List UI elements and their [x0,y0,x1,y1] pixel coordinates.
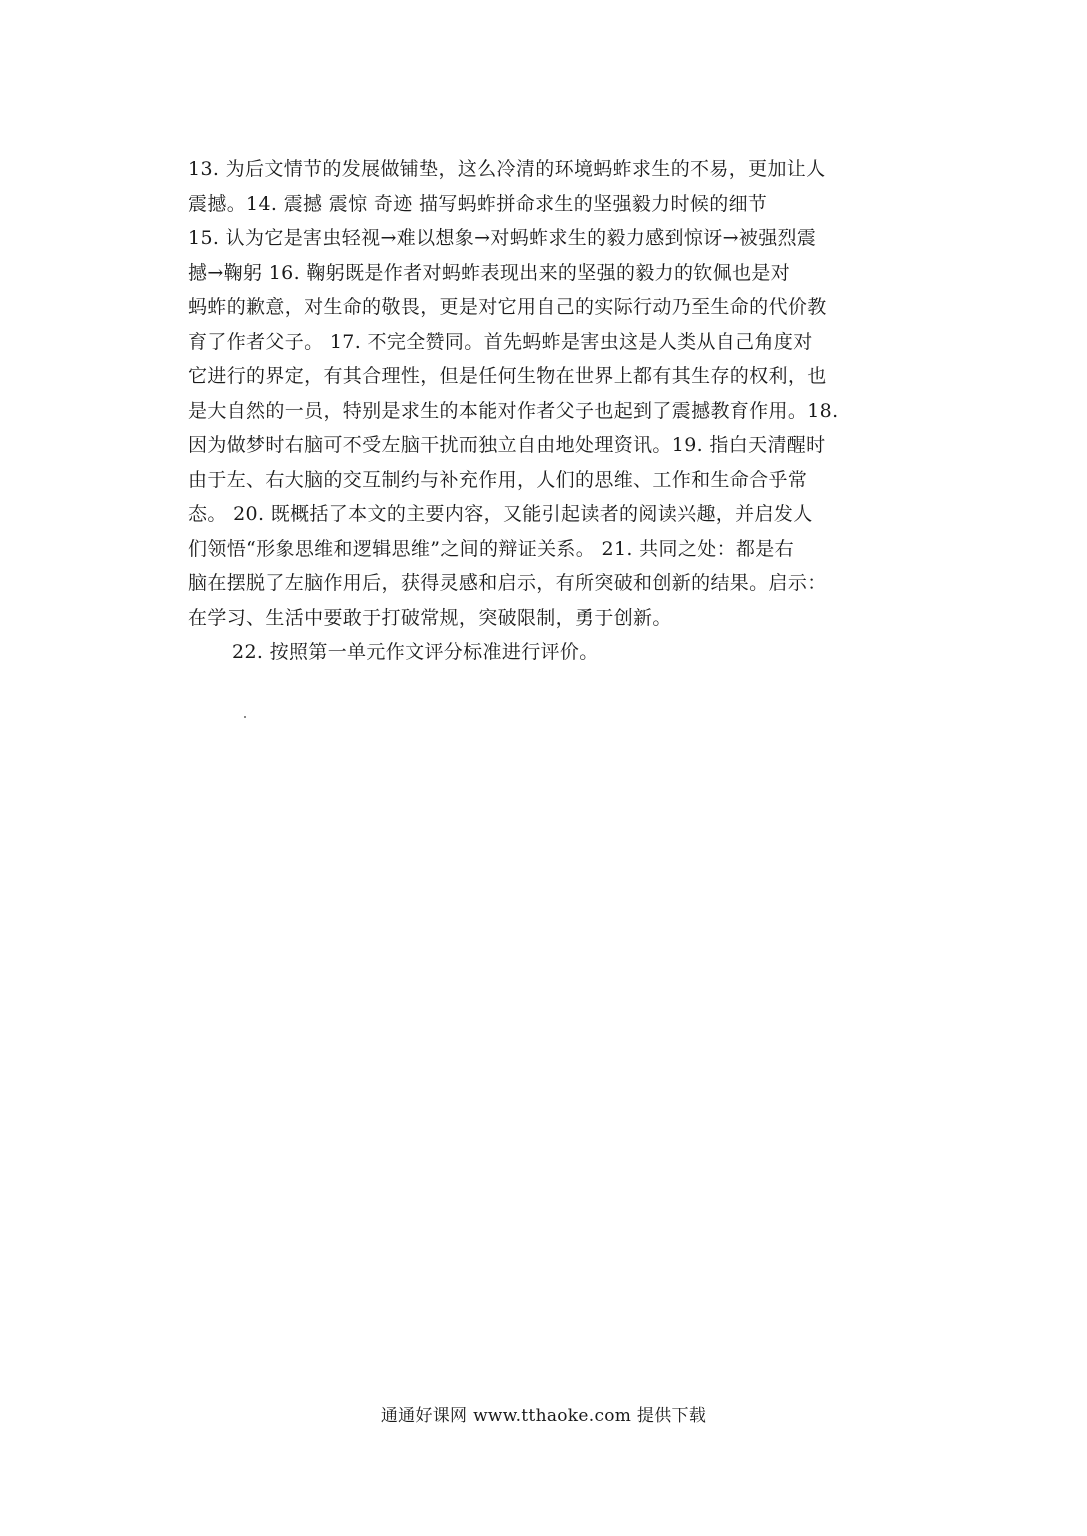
text-line: 脑在摆脱了左脑作用后，获得灵感和启示，有所突破和创新的结果。启示： [188,572,827,594]
text-line-item-22: 22. 按照第一单元作文评分标准进行评价。 [232,641,599,663]
scan-speck [244,716,246,718]
footer-credit: 通通好课网 www.tthaoke.com 提供下载 [380,1406,707,1426]
text-line: 由于左、右大脑的交互制约与补充作用，人们的思维、工作和生命合乎常 [188,468,808,491]
text-line: 是大自然的一员，特别是求生的本能对作者父子也起到了震撼教育作用。18. [188,399,839,422]
text-line: 在学习、生活中要敢于打破常规，突破限制，勇于创新。 [188,606,672,629]
text-line: 育了作者父子。 17. 不完全赞同。首先蚂蚱是害虫这是人类从自己角度对 [188,330,813,353]
text-line: 态。 20. 既概括了本文的主要内容，又能引起读者的阅读兴趣，并启发人 [188,503,813,525]
text-line: 震撼。14. 震撼 震惊 奇迹 描写蚂蚱拼命求生的坚强毅力时候的细节 [188,192,768,215]
text-line: 它进行的界定，有其合理性，但是任何生物在世界上都有其生存的权利，也 [188,365,827,387]
text-line: 15. 认为它是害虫轻视→难以想象→对蚂蚱求生的毅力感到惊讶→被强烈震 [188,227,817,249]
text-line: 13. 为后文情节的发展做铺垫，这么冷清的环境蚂蚱求生的不易，更加让人 [188,158,826,180]
text-line: 们领悟“形象思维和逻辑思维”之间的辩证关系。 21. 共同之处：都是右 [188,537,794,560]
answer-text-block [188,152,904,670]
text-line: 因为做梦时右脑可不受左脑干扰而独立自由地处理资讯。19. 指白天清醒时 [188,434,826,456]
text-line: 撼→鞠躬 16. 鞠躬既是作者对蚂蚱表现出来的坚强的毅力的钦佩也是对 [188,261,791,284]
text-line: 蚂蚱的歉意，对生命的敬畏，更是对它用自己的实际行动乃至生命的代价教 [188,296,827,318]
